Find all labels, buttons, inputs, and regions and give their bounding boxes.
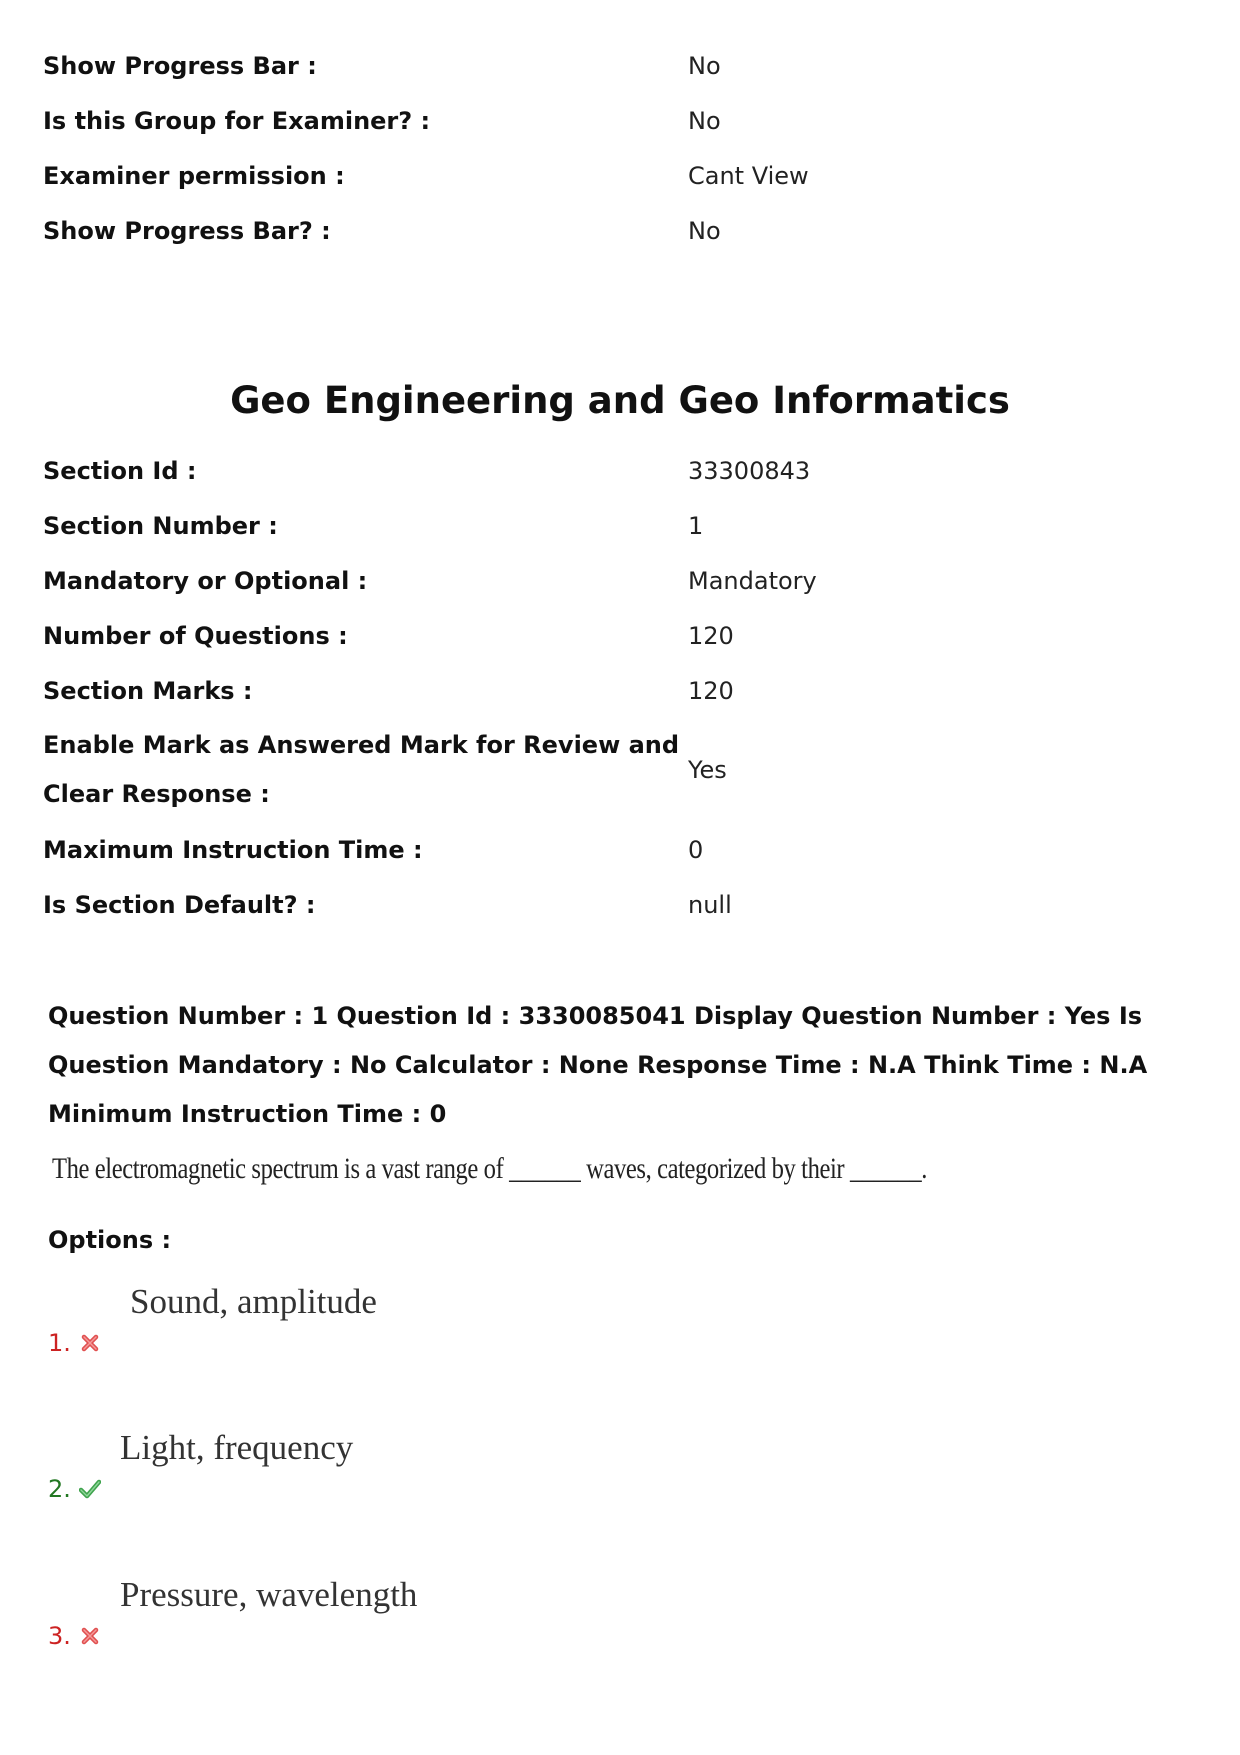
settings-row — [43, 148, 1193, 203]
option-item — [48, 1573, 748, 1653]
option-text: Sound, amplitude — [130, 1282, 377, 1321]
option-text: Light, frequency — [120, 1428, 354, 1467]
settings-row — [43, 38, 1193, 93]
check-icon — [79, 1478, 101, 1500]
section-field-row — [43, 663, 1193, 718]
field-label: Mandatory or Optional : — [43, 566, 368, 595]
field-label: Section Id : — [43, 456, 197, 485]
cross-icon — [79, 1332, 101, 1354]
setting-label: Show Progress Bar : — [43, 51, 317, 80]
question-meta: Question Number : 1 Question Id : 3330085041 Display Question Number : Yes Is Question Mandatory : No Calculator : None Response Time : N.A Think Time : N.A Minimum Instruction Time : 0 — [48, 1002, 1148, 1128]
settings-row — [43, 203, 1193, 258]
field-label: Enable Mark as Answered Mark for Review and Clear Response : — [43, 731, 680, 808]
option-number: 2. — [48, 1475, 71, 1503]
field-label: Section Marks : — [43, 676, 253, 705]
section-field-row — [43, 498, 1193, 553]
option-number: 1. — [48, 1329, 71, 1357]
section-field-row — [43, 443, 1193, 498]
setting-value: No — [688, 106, 721, 135]
field-value: 120 — [688, 676, 734, 705]
field-value: Mandatory — [688, 566, 817, 595]
section-field-row — [43, 822, 1193, 877]
section-field-row — [43, 877, 1193, 932]
field-value: Yes — [688, 756, 727, 784]
options-label: Options : — [48, 1226, 172, 1254]
section-title: Geo Engineering and Geo Informatics — [230, 379, 1010, 422]
setting-value: Cant View — [688, 161, 809, 190]
field-label: Section Number : — [43, 511, 278, 540]
field-value: 1 — [688, 511, 704, 540]
setting-label: Show Progress Bar? : — [43, 216, 331, 245]
field-value: 0 — [688, 835, 704, 864]
field-value: null — [688, 890, 732, 919]
field-label: Maximum Instruction Time : — [43, 835, 423, 864]
group-settings-table — [43, 38, 1193, 258]
field-label: Is Section Default? : — [43, 890, 316, 919]
option-number: 3. — [48, 1622, 71, 1650]
setting-value: No — [688, 216, 721, 245]
cross-icon — [79, 1625, 101, 1647]
question-text: The electromagnetic spectrum is a vast range of ______ waves, categorized by their ______. — [52, 1152, 928, 1185]
setting-value: No — [688, 51, 721, 80]
option-text: Pressure, wavelength — [120, 1575, 418, 1614]
field-value: 33300843 — [688, 456, 811, 485]
setting-label: Examiner permission : — [43, 161, 345, 190]
setting-label: Is this Group for Examiner? : — [43, 106, 431, 135]
section-field-row — [43, 608, 1193, 663]
settings-row — [43, 93, 1193, 148]
option-item — [48, 1280, 748, 1360]
section-field-row — [43, 718, 1193, 822]
field-value: 120 — [688, 621, 734, 650]
section-details-table — [43, 443, 1193, 932]
section-field-row — [43, 553, 1193, 608]
field-label: Number of Questions : — [43, 621, 348, 650]
option-item — [48, 1426, 748, 1506]
